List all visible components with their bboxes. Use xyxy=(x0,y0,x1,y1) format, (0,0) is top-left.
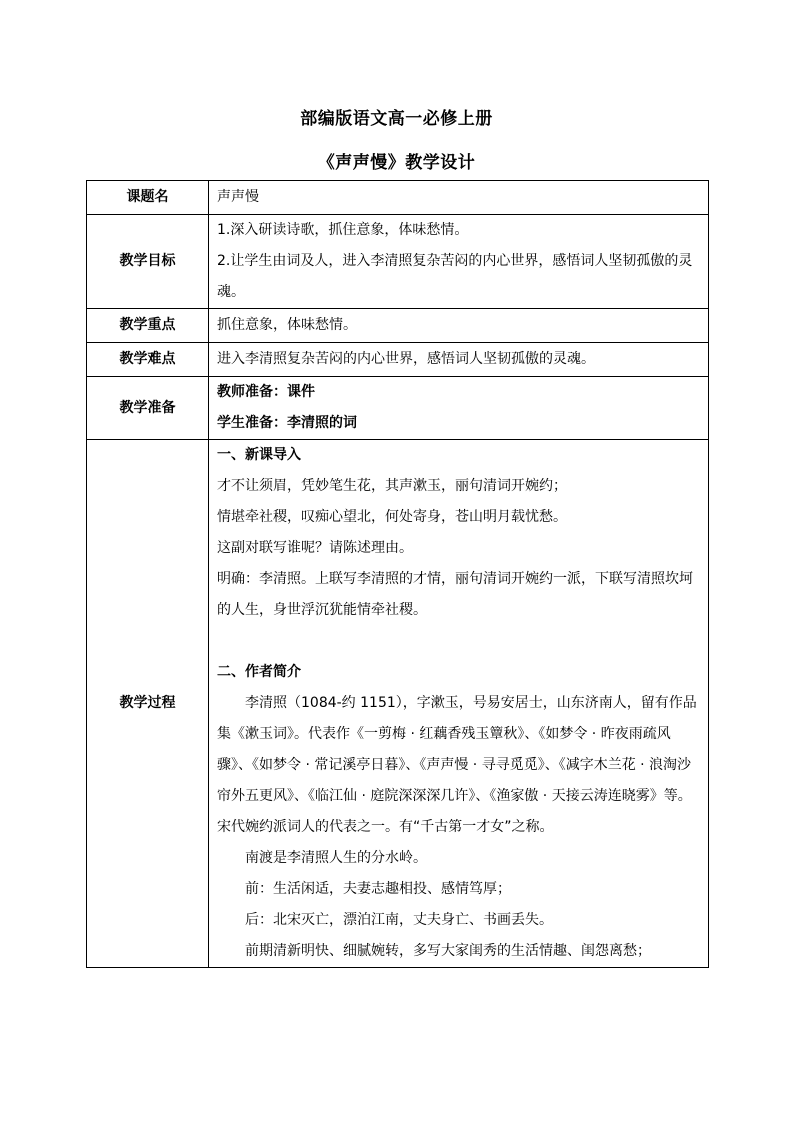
document-subtitle: 《声声慢》教学设计 xyxy=(317,153,476,173)
lesson-plan-table xyxy=(86,180,709,968)
table-row-goals xyxy=(87,215,709,309)
key-points-label: 教学重点 xyxy=(87,309,209,343)
section-heading: 二、作者简介 xyxy=(217,664,301,680)
process-content xyxy=(209,440,709,968)
section-heading: 一、新课导入 xyxy=(217,447,301,463)
document-title: 部编版语文高一必修上册 xyxy=(300,109,493,129)
process-label: 教学过程 xyxy=(87,440,209,968)
key-points-value: 抓住意象，体味愁情。 xyxy=(209,309,709,343)
table-row-preparation xyxy=(87,377,709,440)
paragraph: 前期清新明快、细腻婉转，多写大家闺秀的生活情趣、闺怨离愁； xyxy=(245,943,651,959)
difficulties-label: 教学难点 xyxy=(87,343,209,377)
table-row-key-points xyxy=(87,309,709,343)
paragraph: 李清照（1084-约 1151），字漱玉，号易安居士，山东济南人，留有作品集《漱玉词》。代表作《一剪梅 · 红藕香残玉簟秋》、《如梦令 · 昨夜雨疏风骤》、《如梦令 · 常记溪亭日暮》、《声声慢 · 寻寻觅觅》、《减字木兰花 · 浪淘沙帘外五更风》、《临江仙 · 庭院深深深几许》、《渔家傲 · 天接云涛连晓雾》等。宋代婉约派词人的代表之一。有“千古第一才女”之称。 xyxy=(217,695,697,835)
topic-label: 课题名 xyxy=(87,181,209,215)
student-preparation: 学生准备：李清照的词 xyxy=(217,415,357,431)
teacher-preparation: 教师准备：课件 xyxy=(217,384,315,400)
difficulties-value: 进入李清照复杂苦闷的内心世界，感悟词人坚韧孤傲的灵魂。 xyxy=(209,343,709,377)
paragraph: 南渡是李清照人生的分水岭。 xyxy=(245,850,427,866)
topic-value: 声声慢 xyxy=(209,181,709,215)
paragraph: 才不让须眉，凭妙笔生花，其声漱玉，丽句清词开婉约； xyxy=(217,478,567,494)
paragraph: 情堪牵社稷，叹痴心望北，何处寄身，苍山明月载忧愁。 xyxy=(217,509,567,525)
goal-item: 2.让学生由词及人，进入李清照复杂苦闷的内心世界，感悟词人坚韧孤傲的灵魂。 xyxy=(217,253,693,300)
goal-item: 1.深入研读诗歌，抓住意象，体味愁情。 xyxy=(217,222,469,238)
goals-content xyxy=(209,215,709,309)
paragraph: 后：北宋灭亡，漂泊江南，丈夫身亡、书画丢失。 xyxy=(245,912,553,928)
preparation-label: 教学准备 xyxy=(87,377,209,440)
blank-line xyxy=(217,626,702,657)
goals-label: 教学目标 xyxy=(87,215,209,309)
table-row-topic xyxy=(87,181,709,215)
paragraph: 前：生活闲适，夫妻志趣相投、感情笃厚； xyxy=(245,881,511,897)
paragraph: 这副对联写谁呢？请陈述理由。 xyxy=(217,540,413,556)
table-row-process xyxy=(87,440,709,968)
preparation-content xyxy=(209,377,709,440)
paragraph: 明确：李清照。上联写李清照的才情，丽句清词开婉约一派，下联写清照坎坷的人生，身世浮沉犹能情牵社稷。 xyxy=(217,571,693,618)
table-row-difficulties xyxy=(87,343,709,377)
